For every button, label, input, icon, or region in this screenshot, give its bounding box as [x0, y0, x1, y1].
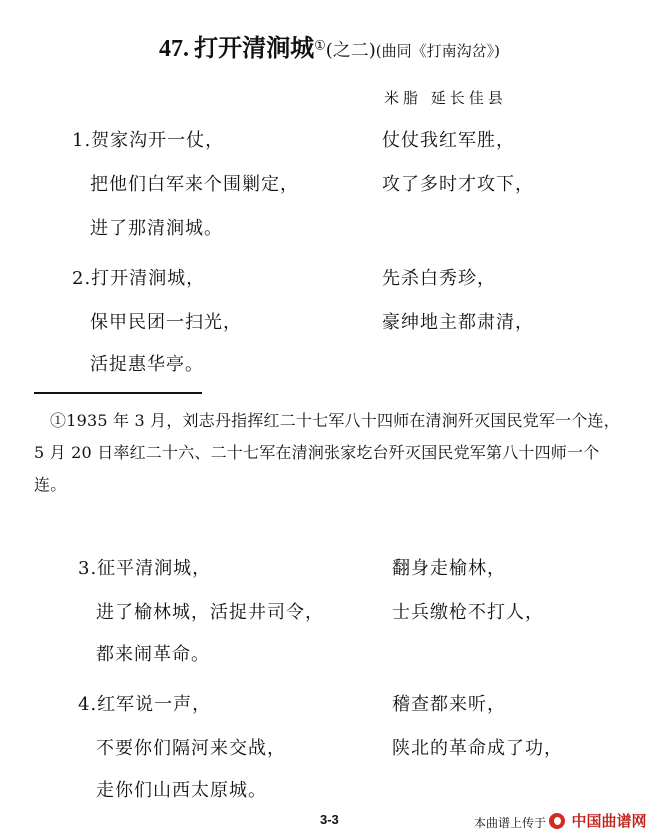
verse-3-left-1: 3.征平清涧城， [78, 558, 212, 579]
tune-note: (曲同《打南沟岔》) [375, 42, 500, 60]
verse-3-left-3: 都来闹革命。 [96, 644, 210, 665]
verse-3-right-1: 翻身走榆林， [392, 558, 506, 579]
footnote-marker: ① [314, 38, 326, 54]
song-title [0, 28, 659, 63]
song-source: 米脂 延长佳县 [384, 89, 507, 107]
song-subtitle: (之二) [325, 40, 376, 61]
page-number: 3-3 [320, 812, 339, 827]
verse-4-left-3: 走你们山西太原城。 [96, 780, 267, 801]
verse-1-right-2: 攻了多时才攻下， [382, 174, 534, 195]
footnote-divider [34, 392, 202, 394]
verse-4-right-2: 陕北的革命成了功， [392, 738, 563, 759]
footnote-text: ①1935 年 3 月，刘志丹指挥红二十七军八十四师在清涧歼灭国民党军一个连，5 月 20 日率红二十六、二十七军在清涧张家圪台歼灭国民党军第八十四师一个连。 [34, 411, 620, 494]
song-title-text: 打开清涧城 [194, 33, 315, 62]
verse-2-right-1: 先杀白秀珍， [382, 268, 496, 289]
upload-note: 本曲谱上传于 [474, 816, 547, 830]
verse-1-left-2: 把他们白军来个围剿定， [90, 174, 299, 195]
verse-2-left-3: 活捉惠华亭。 [90, 354, 204, 375]
verse-4-left-2: 不要你们隔河来交战， [96, 738, 286, 759]
site-logo-text: 中国曲谱网 [571, 813, 647, 830]
verse-2-left-1: 2.打开清涧城， [72, 268, 206, 289]
verse-3-right-2: 士兵缴枪不打人， [392, 602, 544, 623]
site-logo[interactable] [549, 810, 646, 831]
verse-4-right-1: 稽查都来听， [392, 694, 506, 715]
verse-2-left-2: 保甲民团一扫光， [90, 312, 242, 333]
verse-1-right-1: 仗仗我红军胜， [382, 130, 515, 151]
verse-2-right-2: 豪绅地主都肃清， [382, 312, 534, 333]
verse-1-left-3: 进了那清涧城。 [90, 218, 223, 239]
verse-1-left-1: 1.贺家沟开一仗， [72, 130, 225, 151]
verse-3-left-2: 进了榆林城，活捉井司令， [96, 602, 324, 623]
music-note-logo-icon [549, 813, 565, 829]
song-number: 47. [158, 36, 189, 62]
verse-4-left-1: 4.红军说一声， [78, 694, 212, 715]
